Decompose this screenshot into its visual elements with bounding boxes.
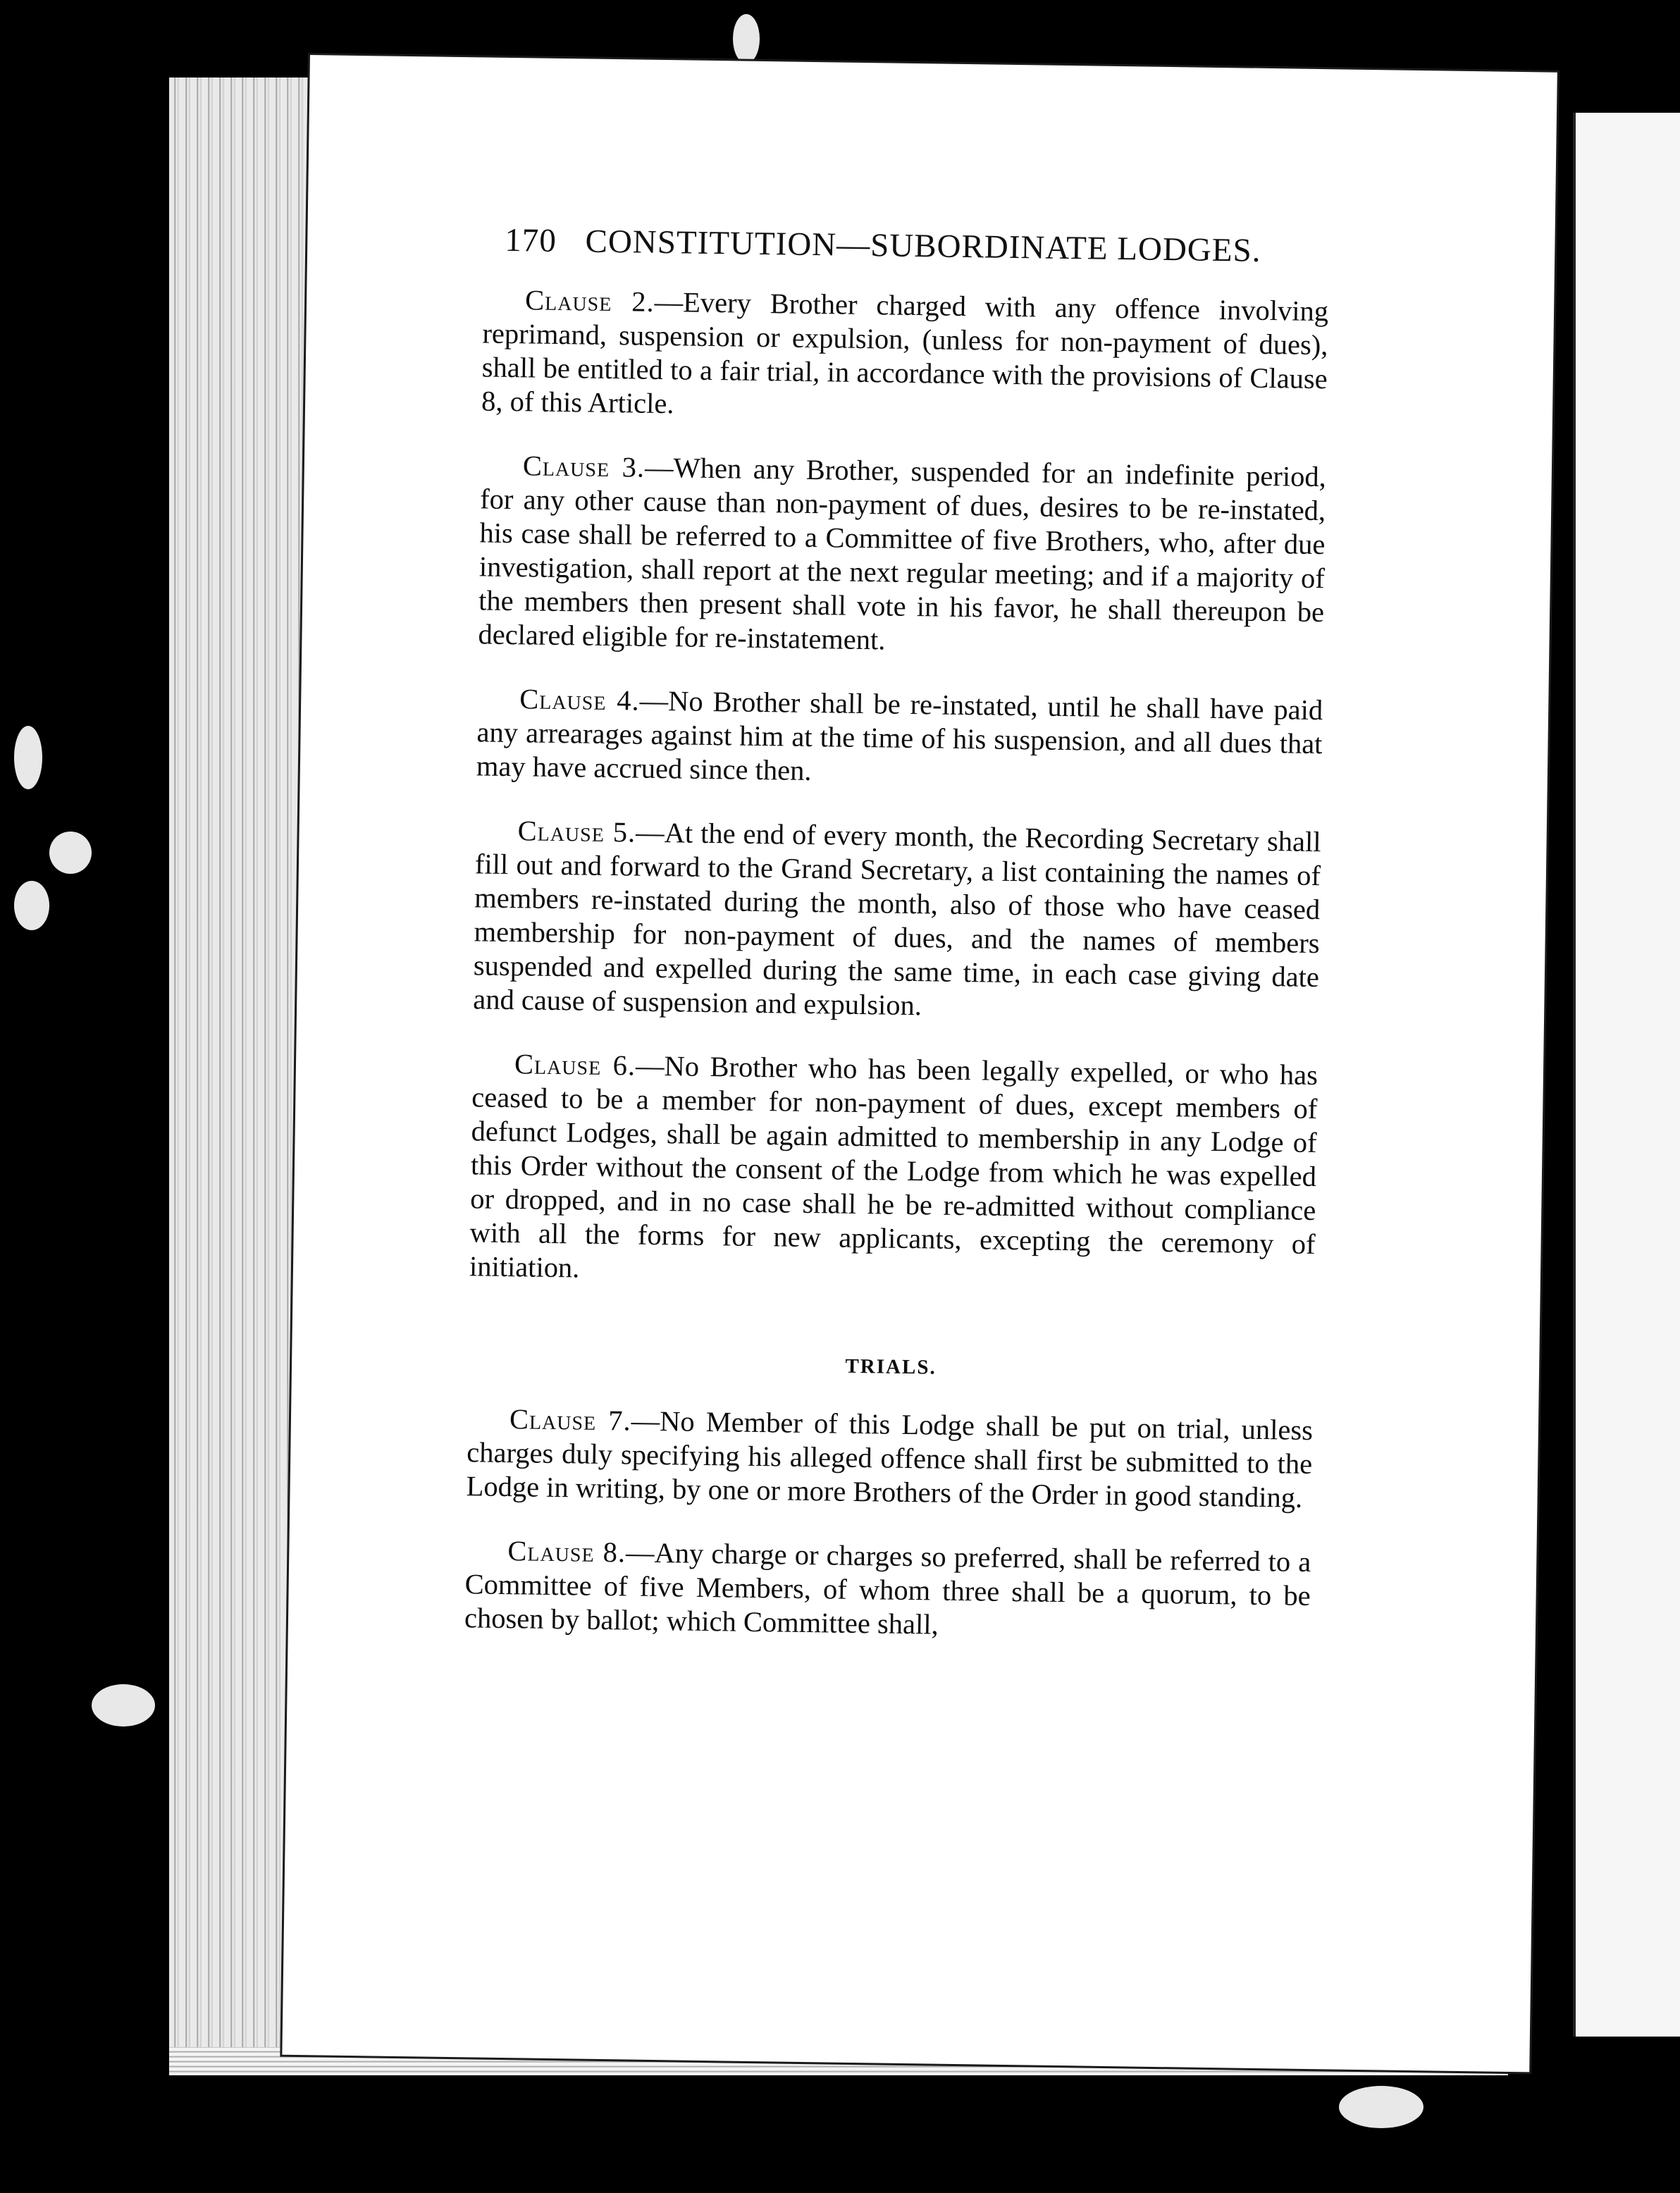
clause-label: Clause 5. (517, 815, 636, 848)
scan-speck (733, 14, 760, 63)
scan-speck (14, 726, 42, 789)
facing-page (1573, 113, 1680, 2037)
clause-8 (464, 1533, 1311, 1647)
scan-speck (92, 1684, 155, 1726)
clause-text: —No Brother shall be re-instated, until he shall have paid any arrearages against him at the time of his suspension, and all dues that may have accrued since then. (476, 684, 1323, 787)
clause-text: —Any charge or charges so preferred, shall be referred to a Committee of five Members, of whom three shall be a quorum, to be chosen by ballot; which Committee shall, (464, 1536, 1311, 1641)
page-number: 170 (504, 221, 557, 259)
clause-5 (473, 813, 1321, 1028)
clause-label: Clause 8. (507, 1535, 626, 1569)
body-text (464, 283, 1328, 1677)
clause-label: Clause 4. (519, 683, 641, 717)
clause-6 (469, 1046, 1318, 1295)
clause-text: —No Member of this Lodge shall be put on trial, unless charges duly specifying his alleged offence shall first be submitted to the Lodge in writing, by one or more Brothers of the Order in good standing. (466, 1404, 1314, 1514)
clause-7 (466, 1402, 1313, 1515)
clause-label: Clause 6. (514, 1048, 636, 1082)
clause-text: —Every Brother charged with any offence involving reprimand, suspension or expulsion, (unless for non-payment of dues), shall be entitled to a fair trial, in accordance with the provisions of Clause 8, of this Article. (481, 285, 1329, 420)
clause-text: —No Brother who has been legally expelled, or who has ceased to be a member for non-payment of dues, except members of defunct Lodges, shall be again admitted to membership in any Lodge of this Order without the consent of the Lodge from which he was expelled or dropped, and in no case shall he be re-admitted without compliance with all the forms for new applicants, excepting the ceremony of initiation. (469, 1049, 1318, 1284)
running-head-title: CONSTITUTION—SUBORDINATE LODGES. (585, 223, 1261, 269)
scan-speck (14, 881, 49, 930)
running-head (505, 221, 1605, 275)
clause-2 (481, 283, 1329, 430)
section-heading-trials: TRIALS. (845, 1354, 937, 1379)
clause-label: Clause 3. (522, 450, 646, 483)
scan-speck (49, 832, 92, 874)
clause-3 (478, 448, 1326, 663)
document-page (282, 55, 1557, 2072)
scan-speck (1339, 2086, 1423, 2128)
clause-4 (476, 681, 1323, 795)
clause-text: —At the end of every month, the Recording Secretary shall fill out and forward to the Grand Secretary, a list containing the names of members re-instated during the month, also of those who have ceased membership for non-payment of dues, and the names of members suspended and expelled during the same time, in each case giving date and cause of suspension and expulsion. (473, 816, 1321, 1022)
clause-text: —When any Brother, suspended for an indefinite period, for any other cause than non-payment of dues, desires to be re-instated, his case shall be referred to a Committee of five Brothers, who, after due investigation, shall report at the next regular meeting; and if a majority of the members then present shall vote in his favor, he shall thereupon be declared eligible for re-instatement. (478, 451, 1327, 656)
clause-label: Clause 2. (524, 284, 655, 318)
clause-label: Clause 7. (509, 1403, 632, 1437)
